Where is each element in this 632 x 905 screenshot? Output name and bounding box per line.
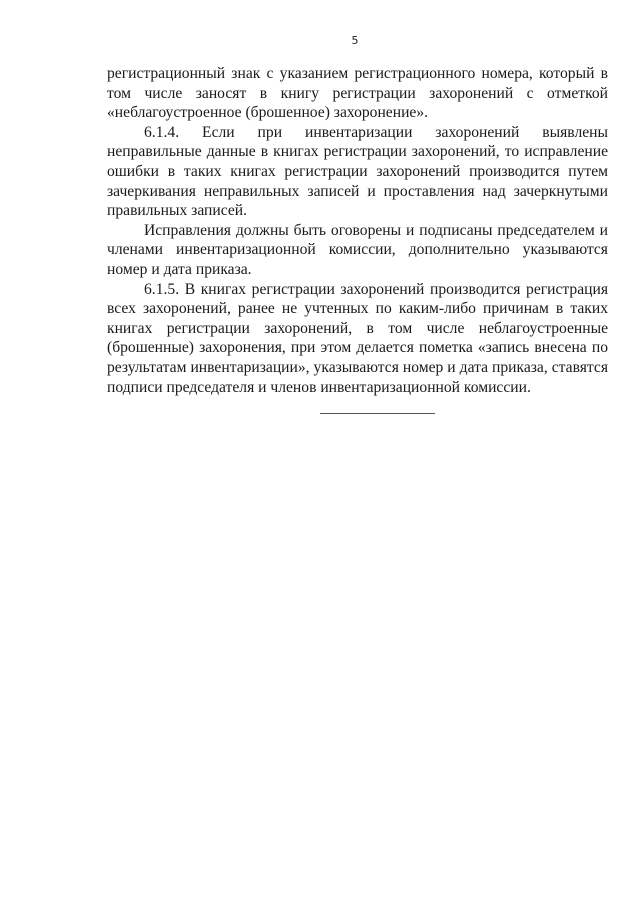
paragraph-6-1-5: 6.1.5. В книгах регистрации захоронений производится регистрация всех захоронений, ранее не учтенных по каким-либо причинам в таких книгах регистрации захоронений, в том числе неблагоустроенные (брошенные) захоронения, при этом делается пометка «запись внесена по результатам инвентаризации», указываются номер и дата приказа, ставятся подписи председателя и членов инвентаризационной комиссии. [107, 280, 608, 396]
paragraph-corrections: Исправления должны быть оговорены и подписаны председателем и членами инвентаризационной комиссии, дополнительно указываются номер и дата приказа. [107, 221, 608, 278]
end-separator-line [320, 413, 435, 414]
paragraph-continuation: регистрационный знак с указанием регистрационного номера, который в том числе заносят в книгу регистрации захоронений с отметкой «неблагоустроенное (брошенное) захоронение». [107, 65, 608, 122]
page-number: 5 [351, 34, 359, 47]
paragraph-6-1-4: 6.1.4. Если при инвентаризации захоронений выявлены неправильные данные в книгах регистрации захоронений, то исправление ошибки в таких книгах регистрации захоронений производится путем зачеркивания неправильных записей и проставления над зачеркнутыми правильных записей. [107, 123, 608, 220]
document-body [107, 64, 608, 397]
